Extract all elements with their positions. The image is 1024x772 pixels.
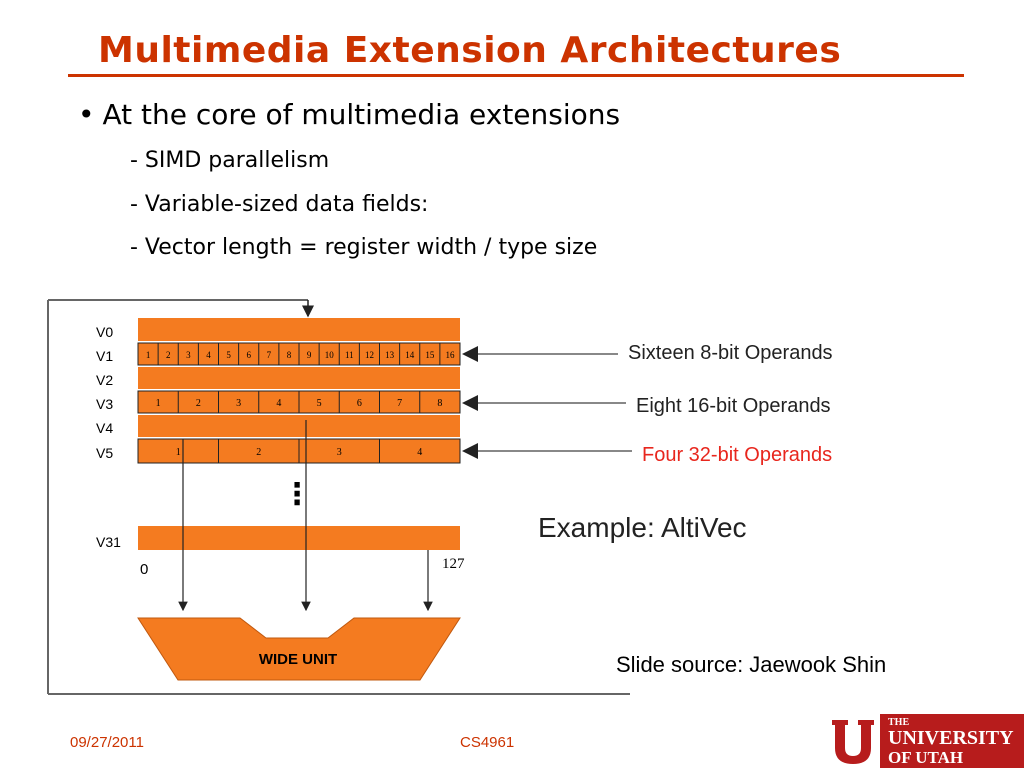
bit-index-low: 0 <box>140 561 149 578</box>
v3-field-label: 4 <box>276 398 282 409</box>
v3-field-label: 7 <box>397 398 403 409</box>
v3-field-label: 1 <box>155 398 161 409</box>
subitem-vector-length: - Vector length = register width / type size <box>130 235 598 260</box>
register-label-v1: V1 <box>96 348 114 364</box>
v1-field-label: 6 <box>246 350 251 360</box>
register-bar-v0 <box>138 318 460 341</box>
v1-field-label: 1 <box>145 350 151 360</box>
v3-field-label: 8 <box>437 398 443 409</box>
v1-field-label: 8 <box>286 350 292 360</box>
v1-field-label: 3 <box>186 350 191 360</box>
bullet-item <box>78 98 620 131</box>
v1-field-label: 5 <box>226 350 231 360</box>
v5-field-label: 2 <box>256 447 262 458</box>
block-u-icon <box>826 714 880 768</box>
register-label-v4: V4 <box>96 420 114 436</box>
register-label-v0: V0 <box>96 324 114 340</box>
v3-field-label: 6 <box>356 398 362 409</box>
v1-field-label: 10 <box>324 350 334 360</box>
slide-title: Multimedia Extension Architectures <box>98 30 842 71</box>
subitem-simd: - SIMD parallelism <box>130 148 330 173</box>
v1-field-label: 4 <box>206 350 211 360</box>
ellipsis-indicator: ⋮ <box>282 477 312 512</box>
logo-text-university: UNIVERSITY <box>888 727 1014 749</box>
v1-field-label: 16 <box>445 350 455 360</box>
footer-date: 09/27/2011 <box>70 734 144 751</box>
bullet-text: At the core of multimedia extensions <box>102 98 621 131</box>
v3-field-label: 2 <box>195 398 201 409</box>
label-eight-operands: Eight 16-bit Operands <box>636 395 831 417</box>
block-u-glyph <box>826 714 880 768</box>
label-sixteen-operands: Sixteen 8-bit Operands <box>628 342 833 364</box>
register-label-v5: V5 <box>96 445 114 461</box>
v1-field-label: 14 <box>405 350 415 360</box>
v3-field-label: 3 <box>236 398 242 409</box>
bullet-marker: • <box>78 98 95 131</box>
v1-field-label: 9 <box>306 350 312 360</box>
label-example-altivec: Example: AltiVec <box>538 512 747 543</box>
v5-field-label: 1 <box>175 447 181 458</box>
label-four-operands: Four 32-bit Operands <box>642 444 833 466</box>
wide-unit-label: WIDE UNIT <box>258 651 338 668</box>
v5-field-label: 3 <box>336 447 342 458</box>
register-label-v2: V2 <box>96 372 114 388</box>
register-bar-v31 <box>138 526 460 550</box>
v5-field-label: 4 <box>417 447 423 458</box>
v1-field-label: 7 <box>266 350 272 360</box>
title-underline <box>68 74 964 77</box>
v1-field-label: 12 <box>364 350 374 360</box>
v1-field-label: 2 <box>165 350 171 360</box>
register-label-v31: V31 <box>96 534 121 550</box>
bit-index-high: 127 <box>442 556 465 572</box>
register-bar-v2 <box>138 367 460 389</box>
altivec-register-figure <box>40 292 940 702</box>
v3-field-label: 5 <box>316 398 322 409</box>
v1-field-label: 13 <box>385 350 395 360</box>
logo-text-the: THE <box>888 717 910 728</box>
register-diagram <box>40 292 940 702</box>
subitem-variable-fields: - Variable-sized data fields: <box>130 192 429 217</box>
register-bar-v4 <box>138 415 460 437</box>
slide-source-credit: Slide source: Jaewook Shin <box>616 652 887 677</box>
university-of-utah-logo <box>826 714 1024 768</box>
footer-course: CS4961 <box>460 734 515 751</box>
wide-unit-shape <box>138 618 460 680</box>
v1-field-label: 11 <box>344 350 354 360</box>
logo-text-of-utah: OF UTAH <box>888 748 964 767</box>
v1-field-label: 15 <box>425 350 435 360</box>
register-label-v3: V3 <box>96 396 114 412</box>
